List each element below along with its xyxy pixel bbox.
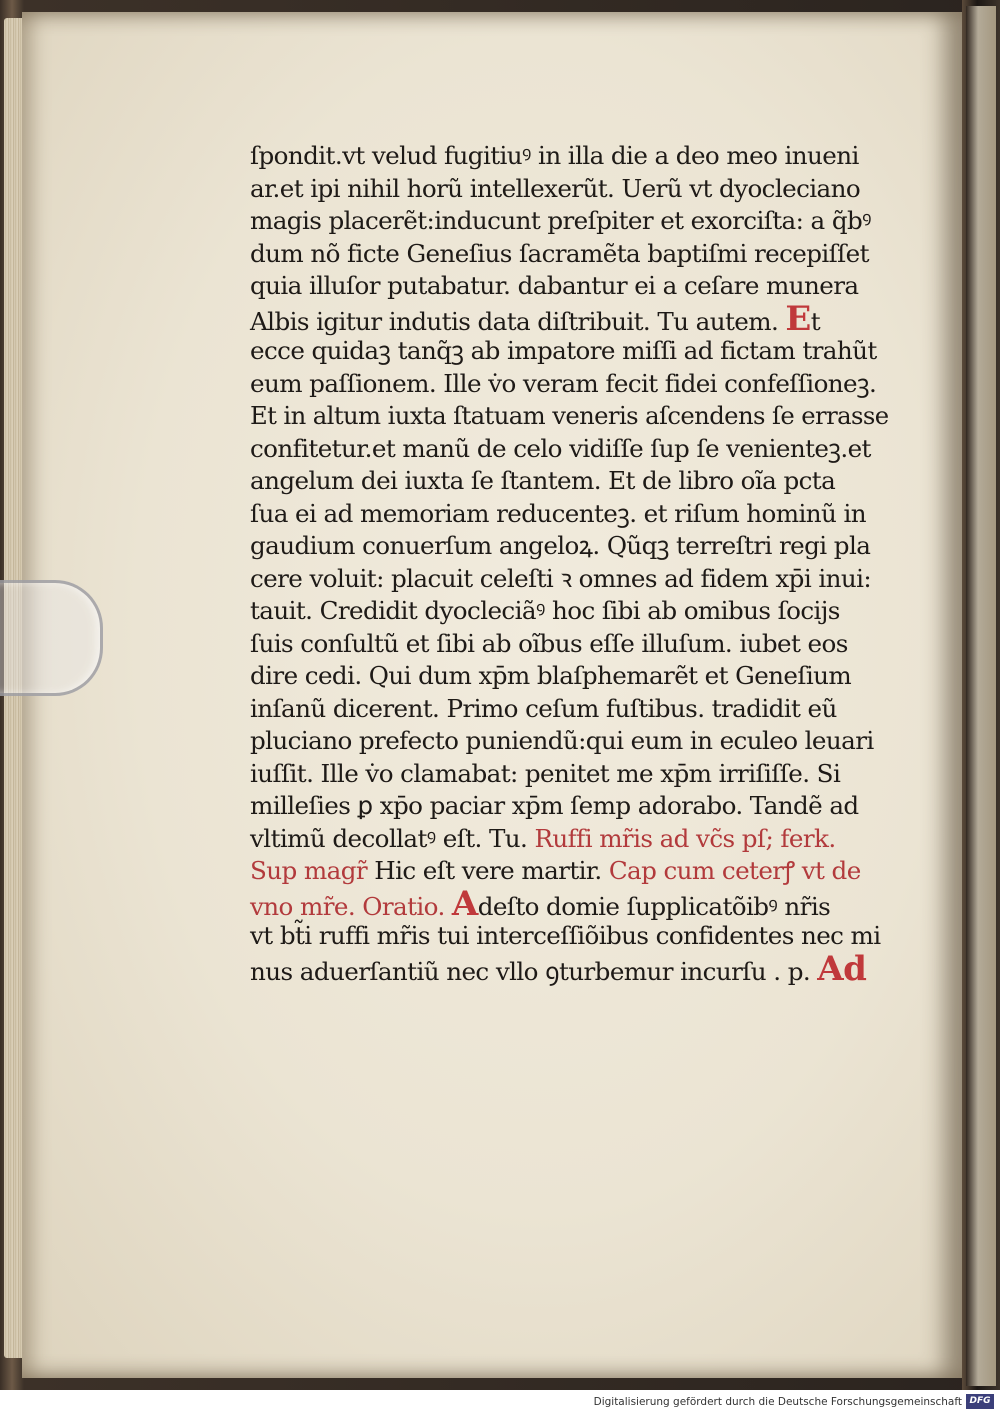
red-initial: A (451, 883, 478, 924)
body-text: Hic eſt vere martir. (374, 856, 609, 885)
plastic-clip (0, 580, 103, 696)
rubric-text: Sup magr̃ (250, 856, 375, 885)
text-line (250, 498, 900, 531)
body-text: ar.et ipi nihil horũ intellexerũt. Uerũ vt dyocleciano (250, 173, 861, 203)
text-line (250, 238, 900, 271)
text-line (250, 335, 900, 368)
text-line (250, 628, 900, 661)
body-text: eum paſſionem. Ille v̇o veram fecit fidei confeſſioneꝫ. (250, 368, 877, 398)
rubric-text: vno mr̃e. Oratio. (250, 891, 452, 921)
body-text: milleſies ꝑ xp̄o paciar xp̄m ſemp adorabo. Tandẽ ad (250, 791, 859, 820)
text-line (250, 790, 900, 823)
text-line (250, 948, 900, 989)
body-text: ſuis conſultũ et ſibi ab oĩbus eſſe illuſum. iubet eos (250, 628, 848, 658)
body-text: angelum dei iuxta ſe ſtantem. Et de libro oĩa pcta (250, 466, 836, 495)
text-line (250, 855, 900, 888)
text-line (250, 400, 900, 433)
text-line (250, 758, 900, 791)
text-line (250, 465, 900, 498)
body-text: t (810, 306, 821, 336)
text-line (250, 298, 900, 339)
text-line (250, 368, 900, 401)
text-line (250, 725, 900, 758)
body-text: Et in altum iuxta ſtatuam veneris aſcendens ſe errasse (250, 401, 889, 430)
text-line (250, 530, 900, 563)
body-text: iuſſit. Ille v̇o clamabat: penitet me xp̄m irriſiſſe. Si (250, 758, 841, 788)
body-text: ſua ei ad memoriam reducenteꝫ. et riſum hominũ in (250, 498, 867, 528)
text-block (250, 140, 900, 989)
text-line (250, 205, 900, 238)
body-text: confitetur.et manũ de celo vidiſſe ſup ſe venienteꝫ.et (250, 433, 871, 463)
body-text: nus aduerſantiũ nec vllo ꝯturbemur incurſu . p. (250, 956, 818, 986)
text-line (250, 140, 900, 173)
text-line (250, 433, 900, 466)
dfg-logo-icon: DFG (966, 1394, 994, 1409)
text-line (250, 595, 900, 628)
body-text: vltimũ decollatꝰ eſt. Tu. (250, 823, 535, 853)
footer-bar (0, 1390, 1000, 1414)
body-text: magis placerẽt:inducunt preſpiter et exorciſta: a q̃bꝰ (250, 206, 871, 235)
body-text: inſanũ dicerent. Primo ceſum fuſtibus. tradidit eũ (250, 693, 837, 723)
red-initial: E (785, 298, 811, 339)
text-line (250, 920, 900, 953)
footer-credit: Digitalisierung gefördert durch die Deutsche Forschungsgemeinschaft (593, 1396, 962, 1408)
body-text: ecce quidaꝫ tanq̃ꝫ ab impatore miſſi ad fictam trahũt (250, 336, 877, 365)
body-text: cere voluit: placuit celeſti ꝛ omnes ad fidem xp̄i inui: (250, 563, 872, 593)
body-text: deſto domie ſupplicatõibꝰ nr̃is (477, 891, 831, 921)
text-line (250, 563, 900, 596)
red-initial: Ad (817, 948, 867, 989)
facing-page-edge (966, 6, 996, 1386)
body-text: gaudium conuerſum angeloꝝ. Qũqꝫ terreſtri regi pla (250, 531, 871, 560)
page (22, 12, 962, 1378)
body-text: pluciano prefecto puniendũ:qui eum in eculeo leuari (250, 726, 874, 755)
body-text: dire cedi. Qui dum xp̄m blaſphemarẽt et Geneſium (250, 661, 852, 690)
body-text: ſpondit.vt velud fugitiuꝰ in illa die a deo meo inueni (250, 141, 859, 170)
text-line (250, 883, 900, 924)
body-text: tauit. Credidit dyocleciãꝰ hoc ſibi ab omibus ſocijs (250, 596, 840, 625)
body-text: vt bt̃i ruffi mr̃is tui interceſſiõibus confidentes nec mi (250, 921, 881, 950)
text-line (250, 660, 900, 693)
body-text: dum nõ ficte Geneſius ſacramẽta baptiſmi recepiſſet (250, 238, 869, 268)
rubric-text: Ruffi mr̃is ad vc̃s pſ; ferk. (534, 823, 836, 853)
rubric-text: Cap cum ceterꝭ vt de (608, 856, 861, 885)
body-text: quia illuſor putabatur. dabantur ei a ceſare munera (250, 271, 859, 300)
body-text: Albis igitur indutis data diſtribuit. Tu autem. (250, 306, 786, 336)
text-line (250, 173, 900, 206)
text-line (250, 693, 900, 726)
text-line (250, 823, 900, 856)
